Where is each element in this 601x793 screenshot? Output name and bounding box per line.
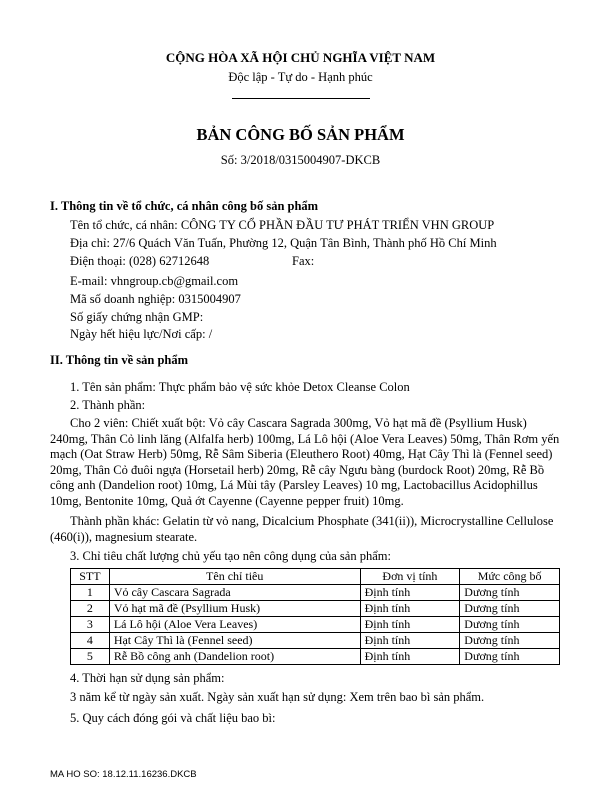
- table-row: [71, 585, 560, 601]
- org-address: Địa chỉ: 27/6 Quách Văn Tuấn, Phường 12, Quận Tân Bình, Thành phố Hồ Chí Minh: [70, 236, 497, 250]
- cell-level: Dương tính: [460, 633, 560, 649]
- table-row: [71, 601, 560, 617]
- composition-text: Cho 2 viên: Chiết xuất bột: Vỏ cây Cascara Sagrada 300mg, Vỏ hạt mã đề (Psyllium Husk) 240mg, Thân Cỏ linh lăng (Alfalfa herb) 100mg, Lá Lô hội (Aloe Vera Leaves) 50mg, Thân Rơm yến mạch (Oat Straw Herb) 50mg, Rễ Sâm Siberia (Eleuthero Root) 40mg, Hạt Cây Thì là (Fennel seed) 20mg, Thân Cỏ đuôi ngựa (Horsetail herb) 20mg, Rễ cây Ngưu bàng (burdock Root) 20mg, Rễ Bồ công anh (Dandelion root) 10mg, Lá Mùi tây (Parsley Leaves) 10 mg, Lactobacillus Acidophillus 10mg, Bentonite 10mg, Quả ớt Cayenne (Cayenne pepper fruit) 10mg.: [50, 416, 560, 508]
- product-name: 1. Tên sản phẩm: Thực phẩm bảo vệ sức khỏe Detox Cleanse Colon: [70, 380, 410, 394]
- composition-label: 2. Thành phần:: [70, 398, 146, 412]
- quality-criteria-label: 3. Chỉ tiêu chất lượng chủ yếu tạo nên công dụng của sản phẩm:: [70, 549, 391, 563]
- document-number: Số: 3/2018/0315004907-DKCB: [220, 153, 381, 167]
- shelf-life-label: 4. Thời hạn sử dụng sản phẩm:: [70, 671, 225, 685]
- col-header-level: Mức công bố: [460, 569, 560, 585]
- document-title: BẢN CÔNG BỐ SẢN PHẨM: [196, 125, 405, 144]
- cell-unit: Định tính: [360, 633, 460, 649]
- national-motto: Độc lập - Tự do - Hạnh phúc: [228, 70, 373, 84]
- quality-criteria-table: [70, 568, 560, 665]
- org-tax-code: Mã số doanh nghiệp: 0315004907: [70, 292, 241, 306]
- cell-unit: Định tính: [360, 585, 460, 601]
- org-phone: Điện thoại: (028) 62712648: [70, 254, 210, 268]
- cell-unit: Định tính: [360, 649, 460, 665]
- cell-name: Vỏ hạt mã đề (Psyllium Husk): [109, 601, 360, 617]
- cell-unit: Định tính: [360, 617, 460, 633]
- packaging-label: 5. Quy cách đóng gói và chất liệu bao bì:: [70, 711, 276, 725]
- cell-level: Dương tính: [460, 649, 560, 665]
- cell-level: Dương tính: [460, 601, 560, 617]
- org-name: Tên tổ chức, cá nhân: CÔNG TY CỔ PHẦN ĐẦU TƯ PHÁT TRIỂN VHN GROUP: [70, 218, 495, 232]
- cell-level: Dương tính: [460, 617, 560, 633]
- cell-name: Rễ Bồ công anh (Dandelion root): [109, 649, 360, 665]
- cell-stt: 4: [71, 633, 110, 649]
- cell-unit: Định tính: [360, 601, 460, 617]
- cell-stt: 5: [71, 649, 110, 665]
- table-row: [71, 649, 560, 665]
- org-fax: Fax:: [292, 254, 315, 268]
- cell-stt: 1: [71, 585, 110, 601]
- cell-name: Vỏ cây Cascara Sagrada: [109, 585, 360, 601]
- cell-stt: 3: [71, 617, 110, 633]
- table-header-row: [71, 569, 560, 585]
- table-row: [71, 617, 560, 633]
- cell-name: Hạt Cây Thì là (Fennel seed): [109, 633, 360, 649]
- col-header-unit: Đơn vị tính: [360, 569, 460, 585]
- shelf-life-text: 3 năm kể từ ngày sản xuất. Ngày sản xuất hạn sử dụng: Xem trên bao bì sản phẩm.: [70, 690, 485, 704]
- country-name: CỘNG HÒA XÃ HỘI CHỦ NGHĨA VIỆT NAM: [165, 50, 436, 65]
- org-email: E-mail: vhngroup.cb@gmail.com: [70, 274, 239, 288]
- col-header-stt: STT: [71, 569, 110, 585]
- org-expiry: Ngày hết hiệu lực/Nơi cấp: /: [70, 327, 213, 341]
- col-header-name: Tên chỉ tiêu: [109, 569, 360, 585]
- other-ingredients: Thành phần khác: Gelatin từ vỏ nang, Dicalcium Phosphate (341(ii)), Microcrystalline Cellulose (460(i)), magnesium stearate.: [50, 514, 554, 544]
- cell-name: Lá Lô hội (Aloe Vera Leaves): [109, 617, 360, 633]
- section2-heading: II. Thông tin về sản phẩm: [50, 353, 189, 367]
- cell-stt: 2: [71, 601, 110, 617]
- section1-heading: I. Thông tin về tổ chức, cá nhân công bố sản phẩm: [50, 199, 319, 213]
- table-row: [71, 633, 560, 649]
- org-gmp: Số giấy chứng nhận GMP:: [70, 310, 204, 324]
- cell-level: Dương tính: [460, 585, 560, 601]
- dossier-code: MA HO SO: 18.12.11.16236.DKCB: [50, 769, 197, 780]
- header-divider: [232, 98, 370, 99]
